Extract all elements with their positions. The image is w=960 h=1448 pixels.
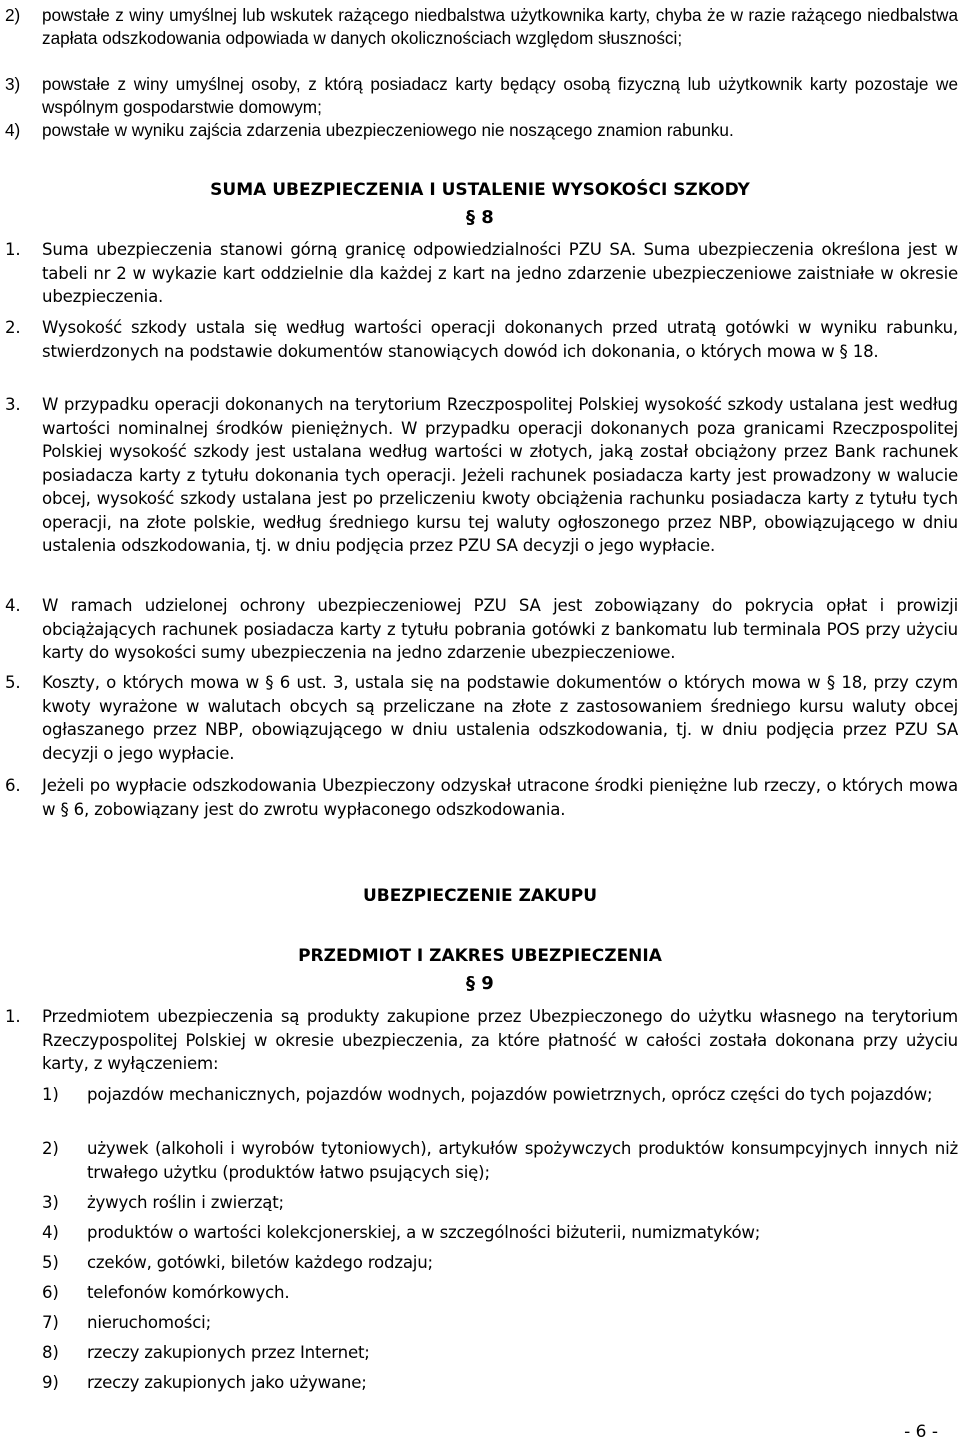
exclusion-number: 4) [42, 1223, 59, 1242]
page-number: - 6 - [904, 1422, 938, 1442]
exclusion-text: rzeczy zakupionych przez Internet; [87, 1343, 370, 1362]
list-item-text: Przedmiotem ubezpieczenia są produkty zakupione przez Ubezpieczonego do użytku własnego na terytorium Rzeczypospolitej Polskiej w okresie ubezpieczenia, za które płatność w całości została dokonana przy użyciu karty, z wyłączeniem: [42, 1007, 958, 1073]
paragraph-number: § 9 [466, 973, 494, 994]
exclusion-text: telefonów komórkowych. [87, 1283, 290, 1302]
list-item-text: Wysokość szkody ustala się według wartości operacji dokonanych przed utratą gotówki w wyniku rabunku, stwierdzonych na podstawie dokumentów stanowiących dowód ich dokonania, o których mowa w § 18. [42, 318, 958, 361]
list-item-number: 1. [5, 240, 21, 259]
section-heading: PRZEDMIOT I ZAKRES UBEZPIECZENIA [298, 946, 662, 966]
chapter-title: UBEZPIECZENIE ZAKUPU [362, 886, 598, 906]
exclusion-number: 6) [42, 1283, 59, 1302]
exclusion-text: nieruchomości; [87, 1313, 211, 1332]
exclusion-text: czeków, gotówki, biletów każdego rodzaju; [87, 1253, 433, 1272]
list-item-number: 2. [5, 318, 21, 337]
exclusion-text: produktów o wartości kolekcjonerskiej, a w szczególności biżuterii, numizmatyków; [87, 1223, 761, 1242]
paragraph-number: § 8 [466, 207, 494, 228]
list-item-number: 4. [5, 596, 21, 615]
exclusion-number: 1) [42, 1085, 59, 1104]
exclusion-text: używek (alkoholi i wyrobów tytoniowych), artykułów spożywczych produktów konsumpcyjnych innych niż trwałego użytku (produktów łatwo psujących się); [87, 1139, 958, 1182]
list-item-text: powstałe z winy umyślnej osoby, z którą posiadacz karty będący osobą fizyczną lub użytkownik karty pozostaje we wspólnym gospodarstwie domowym; [42, 74, 958, 117]
list-item-number: 2) [5, 5, 21, 25]
list-item-number: 1. [5, 1007, 21, 1026]
list-item-number: 5. [5, 673, 21, 692]
list-item-text: W przypadku operacji dokonanych na terytorium Rzeczpospolitej Polskiej wysokość szkody ustalana jest według wartości nominalnej środków pieniężnych. W przypadku operacji dokonanych poza granicami Rzeczpospolitej Polskiej wysokość szkody jest ustalana według wartości w złotych, jaką został obciążony przez Bank rachunek posiadacza karty z tytułu dokonania tych operacji. Jeżeli rachunek posiadacza karty jest prowadzony w walucie obcej, wysokość szkody ustalana jest po przeliczeniu kwoty obciążenia rachunku posiadacza karty z tytułu tych operacji, na złote polskie, według średniego kursu tej waluty ogłoszonego przez NBP, obowiązującego w dniu ustalenia odszkodowania, tj. w dniu podjęcia przez PZU SA decyzji o jego wypłacie. [42, 395, 958, 555]
list-item-number: 3) [5, 74, 21, 94]
exclusion-text: żywych roślin i zwierząt; [87, 1193, 284, 1212]
list-item-text: Suma ubezpieczenia stanowi górną granicę odpowiedzialności PZU SA. Suma ubezpieczenia określona jest w tabeli nr 2 w wykazie kart oddzielnie dla każdej z kart na jedno zdarzenie ubezpieczeniowe zaistniałe w okresie ubezpieczenia. [42, 240, 958, 306]
list-item-text: powstałe w wyniku zajścia zdarzenia ubezpieczeniowego nie noszącego znamion rabunku. [42, 120, 734, 140]
list-item-text: Jeżeli po wypłacie odszkodowania Ubezpieczony odzyskał utracone środki pieniężne lub rzeczy, o których mowa w § 6, zobowiązany jest do zwrotu wypłaconego odszkodowania. [42, 776, 958, 819]
exclusion-text: rzeczy zakupionych jako używane; [87, 1373, 367, 1392]
list-item-text: Koszty, o których mowa w § 6 ust. 3, ustala się na podstawie dokumentów o których mowa w § 18, przy czym kwoty wyrażone w walutach obcych są przeliczane na złote z zastosowaniem średniego kursu waluty obcej ogłaszanego przez NBP, obowiązującego w dniu ustalenia odszkodowania, tj. w dniu podjęcia przez PZU SA decyzji o jego wypłacie. [42, 673, 958, 763]
exclusion-text: pojazdów mechanicznych, pojazdów wodnych, pojazdów powietrznych, oprócz części do tych pojazdów; [87, 1085, 933, 1104]
list-item-number: 3. [5, 395, 21, 414]
list-item-text: W ramach udzielonej ochrony ubezpieczeniowej PZU SA jest zobowiązany do pokrycia opłat i prowizji obciążających rachunek posiadacza karty z tytułu pobrania gotówki z bankomatu lub terminala POS przy użyciu karty do wysokości sumy ubezpieczenia na jedno zdarzenie ubezpieczeniowe. [42, 596, 958, 662]
list-item-text: powstałe z winy umyślnej lub wskutek rażącego niedbalstwa użytkownika karty, chyba że w razie rażącego niedbalstwa zapłata odszkodowania odpowiada w danych okolicznościach względom słuszności; [42, 5, 958, 48]
exclusion-number: 5) [42, 1253, 59, 1272]
exclusion-number: 2) [42, 1139, 59, 1158]
list-item-number: 6. [5, 776, 21, 795]
exclusion-number: 8) [42, 1343, 59, 1362]
section-heading: SUMA UBEZPIECZENIA I USTALENIE WYSOKOŚCI SZKODY [210, 180, 750, 200]
exclusion-number: 3) [42, 1193, 59, 1212]
list-item-number: 4) [5, 120, 21, 140]
exclusion-number: 9) [42, 1373, 59, 1392]
exclusion-number: 7) [42, 1313, 59, 1332]
